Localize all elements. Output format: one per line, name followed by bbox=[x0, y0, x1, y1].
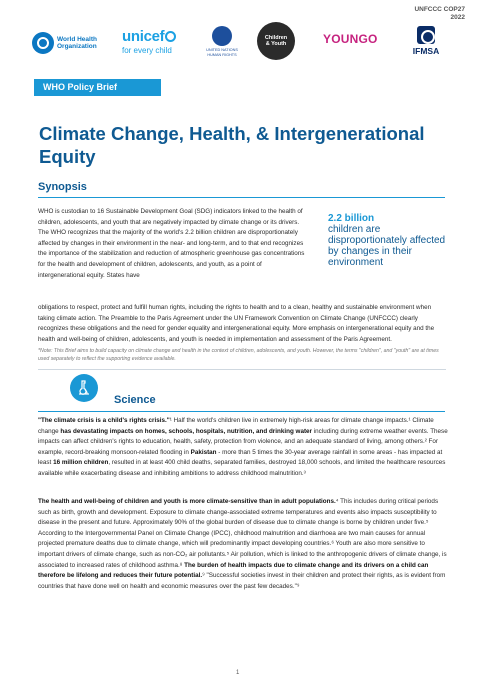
ohchr-logo bbox=[202, 26, 242, 57]
pull-quote-text: children are disproportionately affected by changes in their environment bbox=[328, 224, 446, 268]
synopsis-paragraph-1: WHO is custodian to 16 Sustainable Development Goal (SDG) indicators linked to the health of children, adolescents, and youth that are negatively impacted by climate change or its drivers. The WHO recognizes that the majority of the world's 2.2 billion children are disproportionately affected by changes in their environment in the near- and long-term, and to that end recognizes the importance of the stabilization and reduction of atmospheric greenhouse gas concentrations for the health and development of children, adolescents, and youth, as a point of intergenerational equity. States have bbox=[38, 208, 305, 279]
youngo-logo: YOUNGO bbox=[323, 32, 378, 46]
unicef-tagline: for every child bbox=[122, 46, 172, 55]
ifmsa-logo bbox=[406, 26, 446, 56]
page-number: 1 bbox=[236, 670, 240, 676]
cac-line-2: & Youth bbox=[265, 41, 287, 47]
p2-text-a: ⁴ This includes during critical periods such as birth, growth and development. Exposure to climate change-associated extreme temperatures and events also impacts susceptibility to disease in the present and future. Approximately 90% of the global burden of disease due to climate change is borne by children under five.⁵ According to the Intergovernmental Panel on Climate Change (IPCC), childhood malnutrition and diarrhoea are two main causes for annual projected premature deaths due to climate change, which will predominantly impact developing countries.⁶ Youth are also more sensitive to important drivers of climate change, such as non-CO₂ air pollutants.⁵ Air pollution, which is linked to the anthropogenic drivers of climate change, is associated to increased rates of childhood asthma.⁸ bbox=[38, 498, 447, 569]
ifmsa-logo-text: IFMSA bbox=[412, 46, 440, 56]
p1-text-b: including during extreme weather events. These impacts can affect children's rights to education, health, safety, protection from violence, and an adequate standard of living, among others.² For example, record-breaking monsoon-related flooding in bbox=[38, 427, 448, 456]
who-emblem-icon bbox=[32, 32, 54, 54]
divider bbox=[38, 369, 446, 370]
p2-text-b: ⁹ "Successful societies invest in their children and protect their rights, as is evident from countries that have done well on health and economic measures over the past few decades."⁹ bbox=[38, 572, 446, 590]
footnote: *Note: This Brief aims to build capacity on climate change and health in the context of children, adolescents, and youth. However, the terms "children", and "youth" are at times used separately to reflect the supporting evidence available. bbox=[38, 348, 439, 362]
page-title: Climate Change, Health, & Intergenerational Equity bbox=[39, 123, 425, 167]
science-heading: Science bbox=[114, 394, 156, 406]
p1-text-a: ¹ Half the world's children live in extremely high-risk areas for climate change impacts.¹ Climate change bbox=[38, 417, 434, 435]
p1-text-c: - more than 5 times the 30-year average rainfall in some areas - has impacted at least bbox=[38, 448, 443, 467]
p1-bold-3: 16 million children bbox=[53, 459, 109, 467]
globe-icon bbox=[165, 31, 176, 42]
microscope-icon bbox=[70, 374, 98, 402]
unicef-logo bbox=[122, 28, 176, 55]
p2-lead: The health and well-being of children and youth is more climate-sensitive than in adult populations. bbox=[38, 498, 336, 505]
divider bbox=[38, 197, 445, 198]
policy-brief-label: WHO Policy Brief bbox=[34, 79, 161, 96]
who-logo bbox=[32, 32, 109, 54]
event-line-1: UNFCCC COP27 bbox=[414, 6, 465, 13]
synopsis-heading: Synopsis bbox=[38, 181, 87, 193]
science-paragraph-1 bbox=[38, 416, 448, 480]
p2-bold: The burden of health impacts due to climate change and its drivers on a child can therefore be lifelong and reduces their future potential. bbox=[38, 561, 429, 580]
who-logo-text: World Health Organization bbox=[57, 35, 97, 50]
event-label bbox=[414, 6, 465, 22]
p1-text-d: , resulted in at least 400 child deaths, separated families, destroyed 18,000 schools, and limited the healthcare resources available while exacerbating disease and inhibiting ambitions to address childhood malnutrition.³ bbox=[38, 459, 446, 477]
ohchr-logo-text: UNITED NATIONS HUMAN RIGHTS bbox=[206, 48, 238, 57]
science-paragraph-2 bbox=[38, 497, 448, 592]
p1-bold-1: has devastating impacts on homes, schools, hospitals, nutrition, and drinking water bbox=[60, 427, 312, 435]
synopsis-paragraph-2: obligations to respect, protect and fulfill human rights, including the rights to health and to a clean, healthy and sustainable environment when taking climate action. The Preamble to the Paris Agreement under the UN Framework Convention on Climate Change (UNFCCC) clearly recognizes these obligations and the need for gender equality and intergenerational equity. More emphasis on intergenerational equity and the health and well-being of children, adolescents, and youth is needed in implementation and assessment of the Paris Agreement. bbox=[38, 304, 435, 343]
unicef-name: unicef bbox=[122, 28, 165, 45]
ifmsa-mark-icon bbox=[417, 26, 435, 44]
pull-quote bbox=[328, 213, 448, 268]
pull-quote-number: 2.2 billion bbox=[328, 213, 375, 224]
children-youth-logo bbox=[257, 22, 295, 60]
p1-lead: "The climate crisis is a child's rights crisis." bbox=[38, 417, 170, 424]
p1-bold-2: Pakistan bbox=[190, 448, 217, 456]
divider bbox=[38, 411, 445, 412]
event-line-2: 2022 bbox=[450, 14, 465, 21]
partner-logos bbox=[32, 26, 462, 66]
cac-line-1: Children bbox=[264, 35, 288, 41]
un-emblem-icon bbox=[212, 26, 232, 46]
